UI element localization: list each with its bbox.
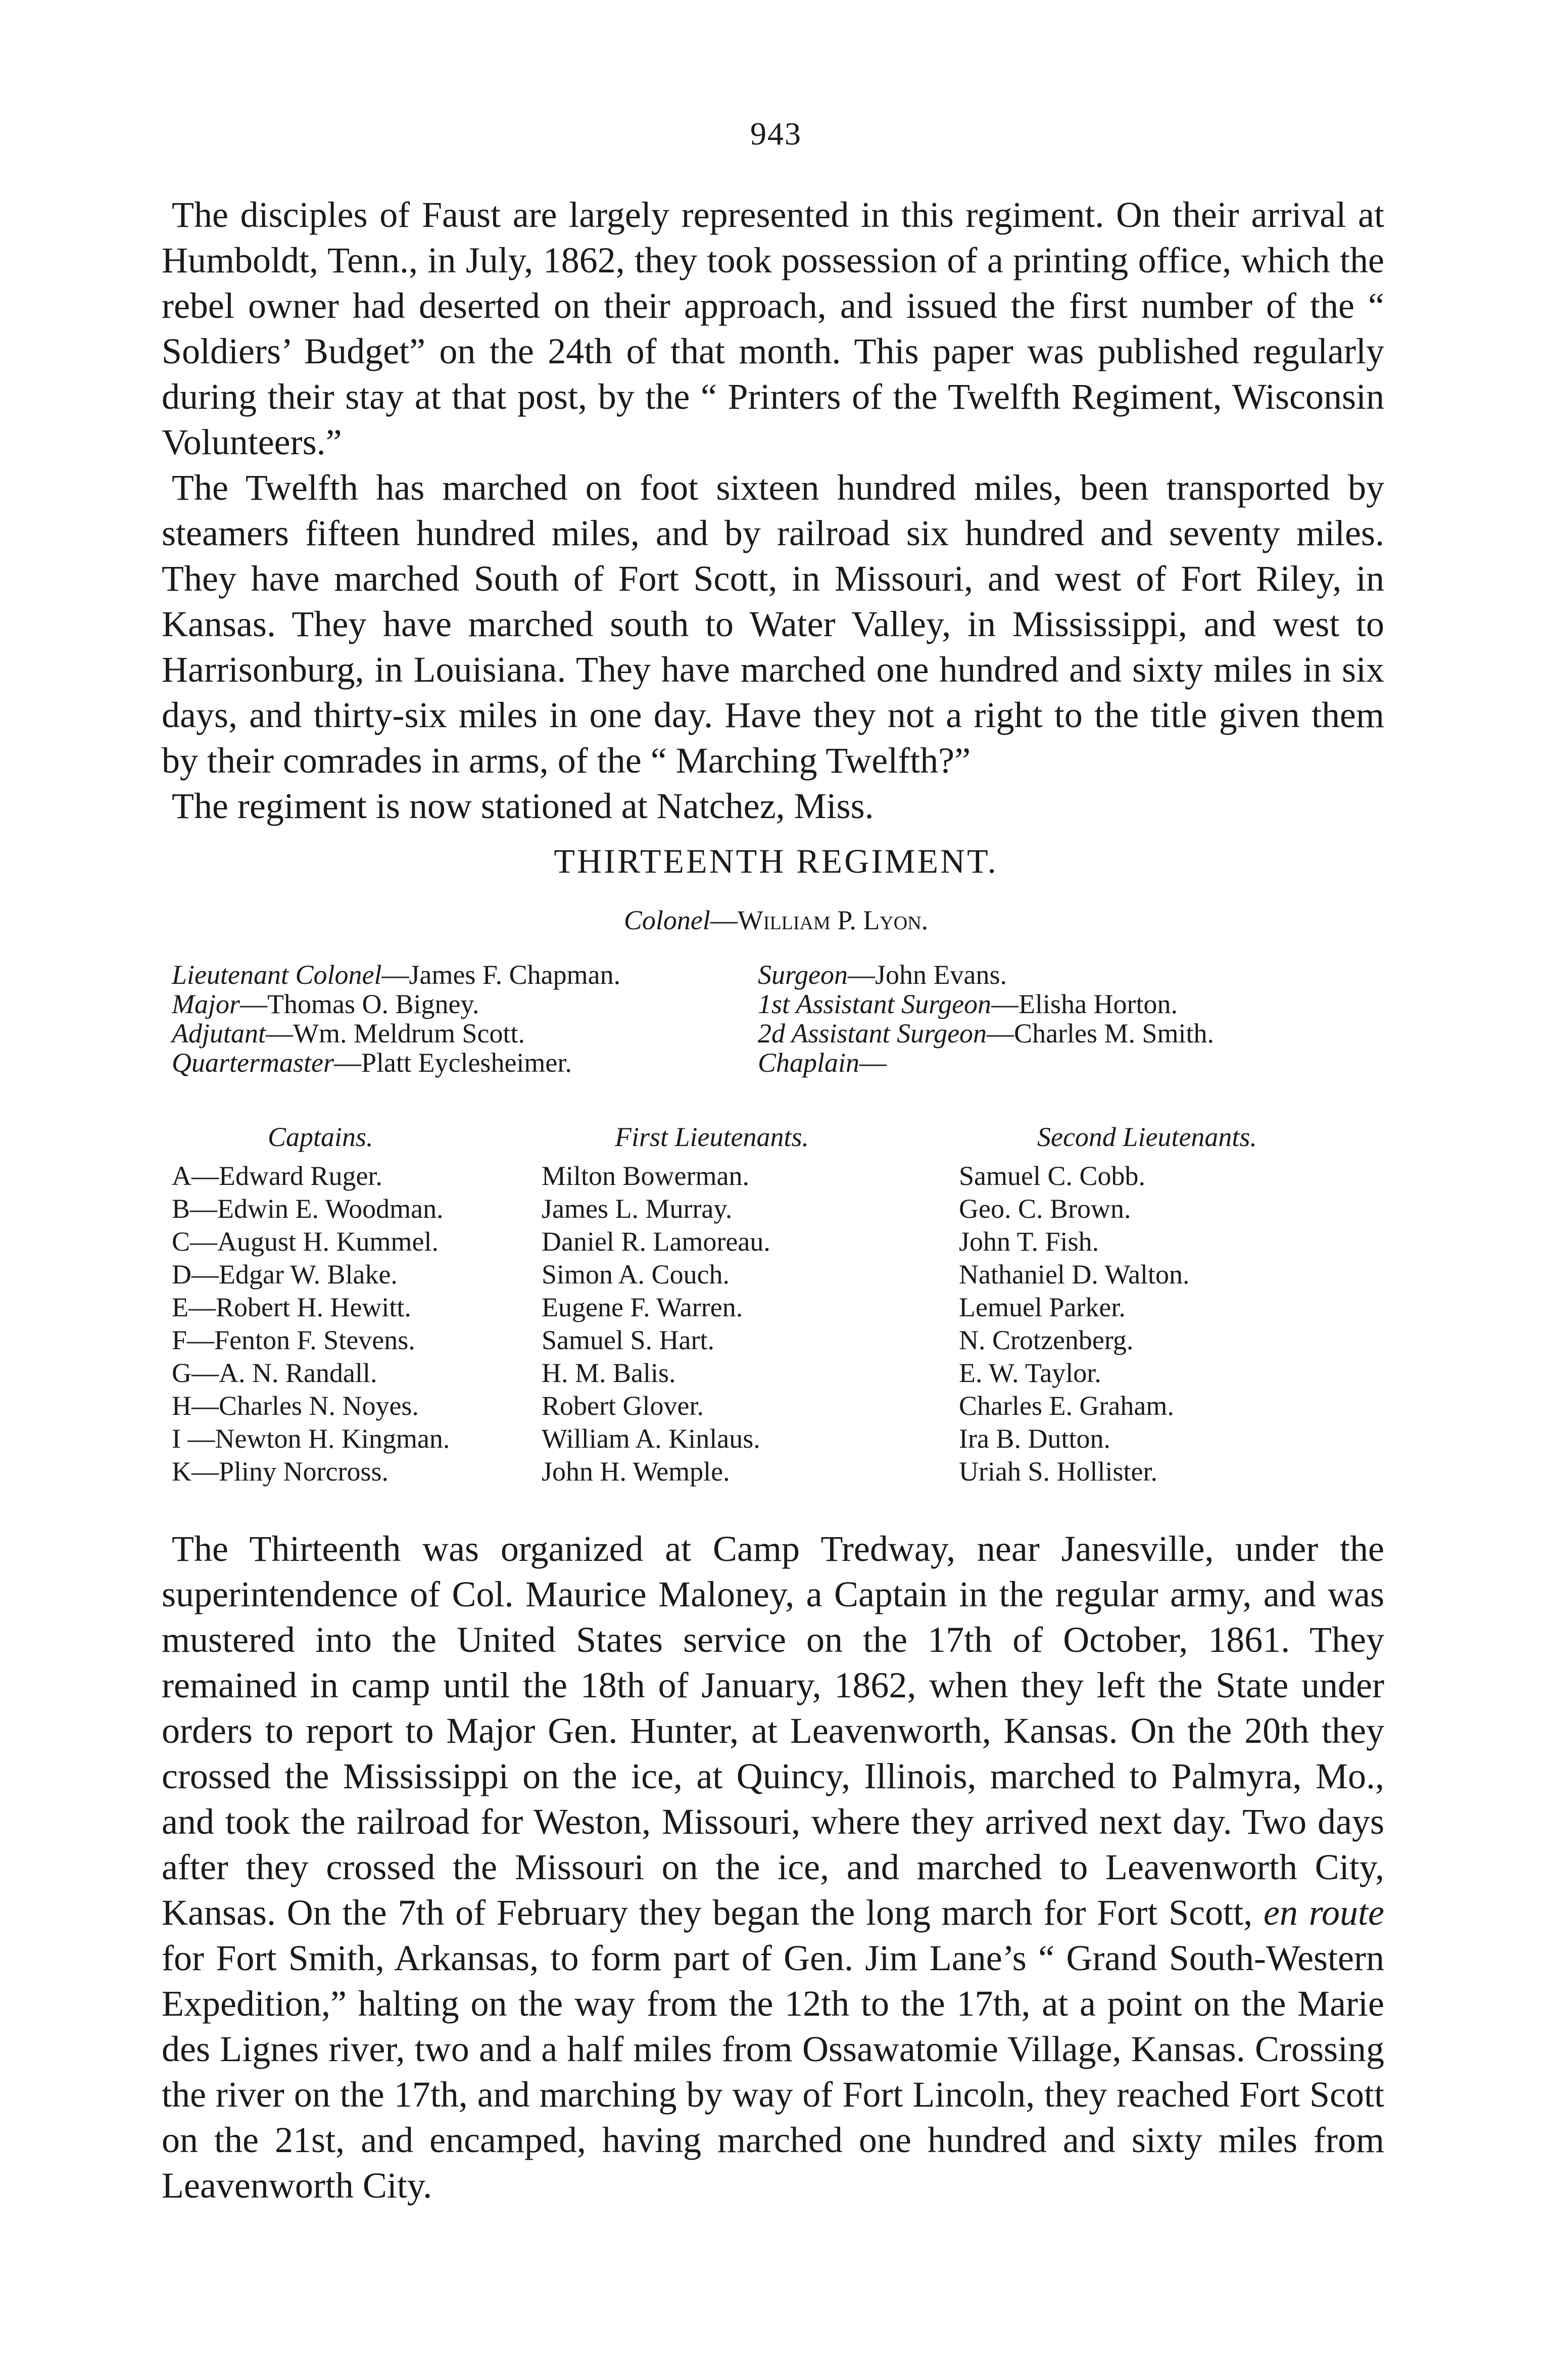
staff-entry: Lieutenant Colonel—James F. Chapman. — [172, 960, 621, 990]
first-lieutenant-entry: John H. Wemple. — [542, 1456, 730, 1487]
second-lieutenant-entry: Nathaniel D. Walton. — [959, 1259, 1190, 1290]
first-lieutenant-entry: Robert Glover. — [542, 1391, 704, 1421]
first-lieutenant-entry: H. M. Balis. — [542, 1358, 676, 1388]
first-lieutenant-entry: Samuel S. Hart. — [542, 1325, 714, 1355]
captain-entry: B—Edwin E. Woodman. — [172, 1194, 444, 1224]
captain-entry: H—Charles N. Noyes. — [172, 1391, 419, 1421]
first-lieutenants-column — [542, 1121, 809, 1488]
staff-name: Platt Eyclesheimer. — [361, 1048, 572, 1078]
paragraph-stationed: The regiment is now stationed at Natchez, Miss. — [172, 786, 874, 826]
second-lieutenant-entry: Geo. C. Brown. — [959, 1194, 1131, 1224]
field-staff-list — [172, 960, 620, 1077]
staff-entry: Adjutant—Wm. Meldrum Scott. — [172, 1018, 525, 1049]
paragraph-organization — [162, 1526, 1384, 2208]
second-lieutenant-entry: N. Crotzenberg. — [959, 1325, 1134, 1355]
staff-entry: Quartermaster—Platt Eyclesheimer. — [172, 1048, 572, 1078]
first-lieutenant-entry: Milton Bowerman. — [542, 1161, 749, 1191]
regiment-heading: THIRTEENTH REGIMENT. — [554, 842, 998, 880]
captain-entry: C—August H. Kummel. — [172, 1226, 439, 1257]
medical-staff-list — [758, 960, 1214, 1077]
captain-entry: E—Robert H. Hewitt. — [172, 1292, 411, 1322]
second-lieutenants-column — [959, 1121, 1257, 1488]
first-lieutenant-entry: Simon A. Couch. — [542, 1259, 730, 1290]
staff-entry: 1st Assistant Surgeon—Elisha Horton. — [758, 989, 1178, 1019]
captains-header: Captains. — [268, 1122, 373, 1152]
staff-name: James F. Chapman. — [409, 960, 621, 990]
staff-entry: Surgeon—John Evans. — [758, 960, 1007, 990]
captain-entry: F—Fenton F. Stevens. — [172, 1325, 415, 1355]
captain-entry: G—A. N. Randall. — [172, 1358, 377, 1388]
paragraph-organization-part-1: The Thirteenth was organized at Camp Tredway, near Janesville, under the superintendence of Col. Maurice Maloney, a Captain in the regular army, and was mustered into the United States service on the 17th of October, 1861. They remained in camp until the 18th of January, 1862, when they left the State under orders to report to Major Gen. Hunter, at Leavenworth, Kansas. On the 20th they crossed the Mississippi on the ice, at Quincy, Illinois, marched to Palmyra, Mo., and took the railroad for Weston, Missouri, where they arrived next day. Two days after they crossed the Missouri on the ice, and marched to Leavenworth City, Kansas. On the 7th of February they began the long march for Fort Scott, — [162, 1529, 1384, 1933]
paragraph-printers: The disciples of Faust are largely represented in this regiment. On their arrival at Humboldt, Tenn., in July, 1862, they took possession of a printing office, which the rebel owner had deserted on their approach, and issued the first number of the “ Soldiers’ Budget” on the 24th of that month. This paper was published regularly during their stay at that post, by the “ Printers of the Twelfth Regiment, Wisconsin Volunteers.” — [162, 195, 1384, 462]
staff-name: Thomas O. Bigney. — [267, 989, 479, 1019]
first-lieutenants-header: First Lieutenants. — [615, 1122, 809, 1152]
second-lieutenant-entry: E. W. Taylor. — [959, 1358, 1101, 1388]
staff-title: Quartermaster — [172, 1048, 334, 1078]
colonel-title: Colonel — [623, 905, 710, 935]
paragraph-marches: The Twelfth has marched on foot sixteen hundred miles, been transported by steamers fifteen hundred miles, and by railroad six hundred and seventy miles. They have marched South of Fort Scott, in Missouri, and west of Fort Riley, in Kansas. They have marched south to Water Valley, in Mississippi, and west to Harrisonburg, in Louisiana. They have marched one hundred and sixty miles in six days, and thirty-six miles in one day. Have they not a right to the title given them by their comrades in arms, of the “ Marching Twelfth?” — [162, 467, 1384, 781]
paragraph-organization-part-2: for Fort Smith, Arkansas, to form part of Gen. Jim Lane’s “ Grand South-Western Expedition,” halting on the way from the 12th to the 17th, at a point on the Marie des Lignes river, two and a half miles from Ossawatomie Village, Kansas. Crossing the river on the 17th, and marching by way of Fort Lincoln, they reached Fort Scott on the 21st, and encamped, having marched one hundred and sixty miles from Leavenworth City. — [162, 1938, 1384, 2206]
page-number: 943 — [750, 116, 802, 152]
staff-title: 2d Assistant Surgeon — [758, 1018, 987, 1049]
staff-entry: 2d Assistant Surgeon—Charles M. Smith. — [758, 1018, 1215, 1049]
second-lieutenant-entry: Charles E. Graham. — [959, 1391, 1174, 1421]
staff-name: Elisha Horton. — [1019, 989, 1178, 1019]
second-lieutenant-entry: Samuel C. Cobb. — [959, 1161, 1146, 1191]
staff-entry: Major—Thomas O. Bigney. — [172, 989, 479, 1019]
staff-title: Lieutenant Colonel — [172, 960, 382, 990]
colonel-line: Colonel—William P. Lyon. — [623, 905, 929, 935]
second-lieutenant-entry: Lemuel Parker. — [959, 1292, 1126, 1322]
captain-entry: A—Edward Ruger. — [172, 1161, 382, 1191]
captains-column — [172, 1121, 450, 1488]
first-lieutenant-entry: Daniel R. Lamoreau. — [542, 1226, 770, 1257]
second-lieutenant-entry: Uriah S. Hollister. — [959, 1456, 1157, 1487]
captain-entry: D—Edgar W. Blake. — [172, 1259, 398, 1290]
paragraph-organization-italic: en route — [1263, 1892, 1385, 1933]
captain-entry: I —Newton H. Kingman. — [172, 1423, 450, 1454]
staff-title: Surgeon — [758, 960, 848, 990]
staff-title: Chaplain — [758, 1048, 860, 1078]
captain-entry: K—Pliny Norcross. — [172, 1456, 389, 1487]
twelfth-regiment-text — [162, 192, 1384, 829]
staff-title: Major — [172, 989, 240, 1019]
staff-name: John Evans. — [875, 960, 1007, 990]
second-lieutenant-entry: John T. Fish. — [959, 1226, 1099, 1257]
second-lieutenants-header: Second Lieutenants. — [1037, 1122, 1257, 1152]
staff-entry: Chaplain— — [758, 1048, 887, 1078]
first-lieutenant-entry: Eugene F. Warren. — [542, 1292, 743, 1322]
staff-title: 1st Assistant Surgeon — [758, 989, 992, 1019]
staff-title: Adjutant — [172, 1018, 266, 1049]
first-lieutenant-entry: James L. Murray. — [542, 1194, 733, 1224]
thirteenth-regiment-text — [162, 1526, 1384, 2208]
second-lieutenant-entry: Ira B. Dutton. — [959, 1423, 1110, 1454]
colonel-name: William P. Lyon. — [737, 905, 929, 935]
first-lieutenant-entry: William A. Kinlaus. — [542, 1423, 760, 1454]
staff-name: Charles M. Smith. — [1014, 1018, 1215, 1049]
staff-name: Wm. Meldrum Scott. — [293, 1018, 525, 1049]
